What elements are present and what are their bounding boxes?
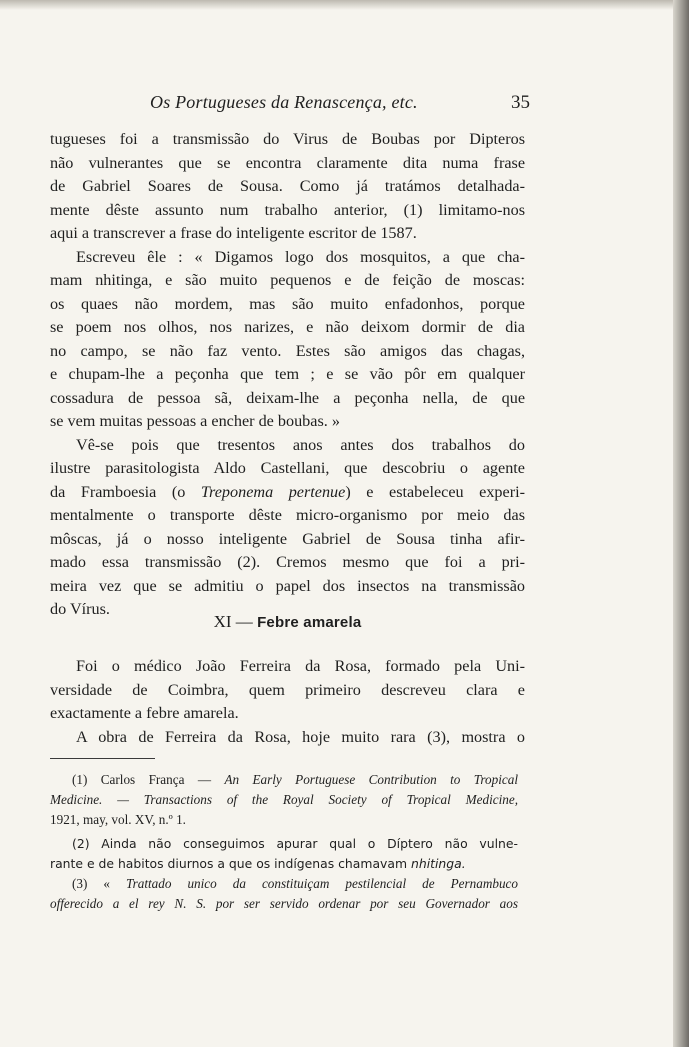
text-line: meira vez que se admitiu o papel dos insectos na transmissão xyxy=(50,576,525,595)
footnote-italic: offerecido a el rey N. S. por ser servido ordenar por seu Governador aos xyxy=(50,896,518,911)
footnote-1-line xyxy=(50,790,518,810)
page-edge-shadow xyxy=(673,0,689,1047)
italic-species-name: Treponema pertenue xyxy=(200,482,346,501)
text-line: Escreveu êle : « Digamos logo dos mosquitos, a que cha- xyxy=(76,247,525,266)
running-title: Os Portugueses da Renascença, etc. xyxy=(150,92,418,112)
text-fragment: ) e estabeleceu experi- xyxy=(345,482,525,501)
section-title: Febre amarela xyxy=(257,614,362,631)
text-line: no campo, se não faz vento. Estes são amigos das chagas, xyxy=(50,341,525,360)
section-body xyxy=(50,655,525,749)
text-line: os quaes não mordem, mas são muito enfadonhos, porque xyxy=(50,294,525,313)
footnote-text: rante e de habitos diurnos a que os indígenas chamavam xyxy=(50,856,411,871)
text-line: e chupam-lhe a peçonha que tem ; e se vão pôr em qualquer xyxy=(50,365,525,383)
footnote-divider xyxy=(50,758,155,759)
footnote-3-line xyxy=(50,874,518,894)
footnote-italic: nhitinga. xyxy=(410,856,466,871)
text-line: do Vírus. xyxy=(50,600,110,618)
footnote-2-line: (2) Ainda não conseguimos apurar qual o Díptero não vulne- xyxy=(72,836,518,851)
text-line: mente dêste assunto num trabalho anterior, (1) limitamo-nos xyxy=(50,200,525,219)
text-line: versidade de Coimbra, quem primeiro descreveu clara e xyxy=(50,680,525,699)
text-line: não vulnerantes que se encontra claramente dita numa frase xyxy=(50,153,525,172)
text-line: ilustre parasitologista Aldo Castellani, que descobriu o agente xyxy=(50,459,525,477)
footnote-text: (1) Carlos França — xyxy=(72,772,225,787)
scan-top-shadow xyxy=(0,0,689,10)
footnote-italic: Medicine. — Transactions of the Royal Society of Tropical Medicine, xyxy=(50,792,518,807)
footnote-1-line: 1921, may, vol. XV, n.º 1. xyxy=(50,812,186,827)
footnote-italic: An Early Portuguese Contribution to Tropical xyxy=(224,772,519,787)
footnote-italic: Trattado unico da constituiçam pestilencial de Pernambuco xyxy=(126,876,518,891)
text-line: exactamente a febre amarela. xyxy=(50,704,239,722)
text-line: A obra de Ferreira da Rosa, hoje muito rara (3), mostra o xyxy=(76,727,525,746)
text-line: môscas, já o nosso inteligente Gabriel de Sousa tinha afir- xyxy=(50,529,525,548)
text-line: se poem nos olhos, nos narizes, e não deixom dormir de dia xyxy=(50,318,525,336)
body-paragraphs xyxy=(50,128,525,622)
footnote-2-line xyxy=(50,854,518,874)
section-heading xyxy=(50,612,525,632)
page-number: 35 xyxy=(511,92,530,113)
text-line: de Gabriel Soares de Sousa. Como já tratámos detalhada- xyxy=(50,177,525,195)
text-line: cossadura de pessoa sã, deixam-lhe a peçonha nella, de que xyxy=(50,388,525,407)
footnote-text: (3) « xyxy=(72,876,126,891)
text-line: se vem muitas pessoas a encher de boubas. » xyxy=(50,412,340,430)
text-fragment: da Framboesia (o xyxy=(50,482,201,501)
footnote-1-line xyxy=(50,770,518,790)
text-line: mentalmente o transporte dêste micro-organismo por meio das xyxy=(50,506,525,524)
text-line: mam nhitinga, e são muito pequenos e de feição de moscas: xyxy=(50,271,525,289)
text-line: Vê-se pois que tresentos anos antes dos trabalhos do xyxy=(76,435,525,454)
footnotes xyxy=(50,770,518,914)
footnote-3-line xyxy=(50,894,518,914)
section-number: XI — xyxy=(213,612,253,631)
text-line-with-italic xyxy=(50,481,525,505)
text-line: aqui a transcrever a frase do inteligente escritor de 1587. xyxy=(50,224,417,242)
text-line: Foi o médico João Ferreira da Rosa, formado pela Uni- xyxy=(76,657,525,675)
text-line: tugueses foi a transmissão do Virus de Boubas por Dipteros xyxy=(50,130,525,148)
text-line: mado essa transmissão (2). Cremos mesmo que foi a pri- xyxy=(50,553,525,571)
